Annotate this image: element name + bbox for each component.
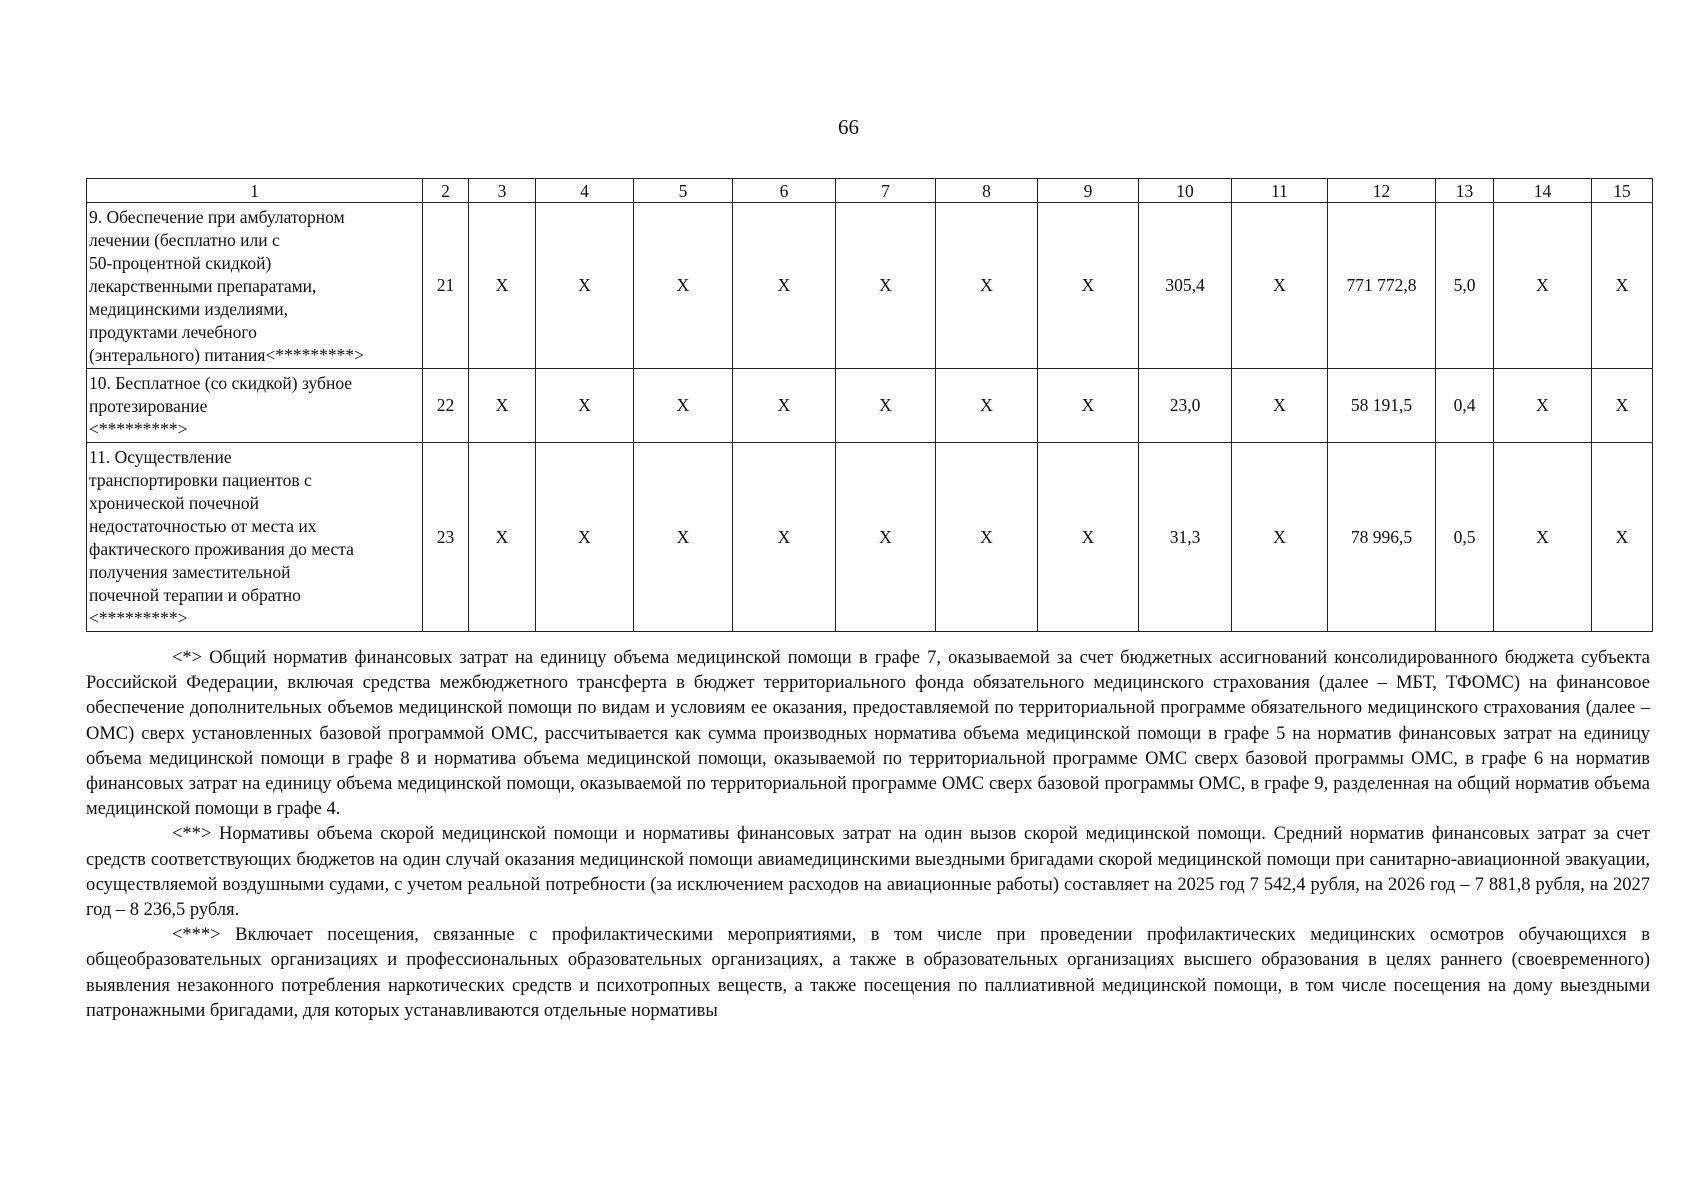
- table-cell: 305,4: [1139, 203, 1232, 369]
- row-name-line: <*********>: [89, 419, 188, 439]
- table-cell: 0,4: [1436, 369, 1494, 443]
- table-cell: X: [536, 369, 634, 443]
- table-cell: 78 996,5: [1328, 443, 1436, 632]
- table-cell: X: [1038, 203, 1139, 369]
- table-cell: X: [536, 203, 634, 369]
- column-number: 12: [1328, 179, 1436, 203]
- table-cell: 23: [423, 443, 469, 632]
- column-number: 10: [1139, 179, 1232, 203]
- table-cell: X: [469, 369, 536, 443]
- table-cell: X: [1038, 369, 1139, 443]
- row-name-line: (энтерального) питания<*********>: [89, 345, 364, 365]
- row-name-line: фактического проживания до места: [89, 539, 354, 559]
- column-number: 2: [423, 179, 469, 203]
- row-name-line: <*********>: [89, 608, 188, 628]
- table-cell: X: [936, 369, 1038, 443]
- table-cell: X: [936, 203, 1038, 369]
- table-cell: X: [1038, 443, 1139, 632]
- column-number: 11: [1232, 179, 1328, 203]
- table-cell: X: [836, 203, 936, 369]
- column-number: 8: [936, 179, 1038, 203]
- row-name-line: лечении (бесплатно или с: [89, 230, 280, 250]
- table-cell: X: [1592, 369, 1653, 443]
- row-name-line: получения заместительной: [89, 562, 291, 582]
- table-cell: X: [733, 369, 836, 443]
- row-name-line: лекарственными препаратами,: [89, 276, 317, 296]
- table-cell: 23,0: [1139, 369, 1232, 443]
- row-name-line: медицинскими изделиями,: [89, 299, 289, 319]
- column-number: 5: [634, 179, 733, 203]
- table-row: [87, 443, 1653, 632]
- row-name-line: протезирование: [89, 396, 208, 416]
- data-table: [86, 178, 1653, 632]
- table-cell: X: [536, 443, 634, 632]
- column-number: 4: [536, 179, 634, 203]
- table-cell: 21: [423, 203, 469, 369]
- column-number: 1: [87, 179, 423, 203]
- column-number-row: [87, 179, 1653, 203]
- column-number: 14: [1494, 179, 1592, 203]
- table-cell: X: [469, 443, 536, 632]
- row-name-line: 10. Бесплатное (со скидкой) зубное: [89, 373, 353, 393]
- row-name-line: недостаточностью от места их: [89, 516, 317, 536]
- row-name-line: 9. Обеспечение при амбулаторном: [89, 207, 345, 227]
- table-cell: 771 772,8: [1328, 203, 1436, 369]
- table-cell: X: [1592, 203, 1653, 369]
- table-cell: 31,3: [1139, 443, 1232, 632]
- footnote: <*> Общий норматив финансовых затрат на единицу объема медицинской помощи в графе 7, оказываемой за счет бюджетных ассигнований консолидированного бюджета субъекта Российской Федерации, включая средства межбюджетного трансферта в бюджет территориального фонда обязательного медицинского страхования (далее – МБТ, ТФОМС) на финансовое обеспечение дополнительных объемов медицинской помощи по видам и условиям ее оказания, предоставляемой по территориальной программе обязательного медицинского страхования (далее – ОМС) сверх установленных базовой программой ОМС, рассчитывается как сумма производных норматива объема медицинской помощи в графе 5 на норматив финансовых затрат на единицу объема медицинской помощи в графе 8 и норматива объема медицинской помощи, оказываемой по территориальной программе ОМС сверх базовой программы ОМС, в графе 6 на норматив финансовых затрат на единицу объема медицинской помощи, оказываемой по территориальной программе ОМС сверх базовой программы ОМС, в графе 9, разделенная на общий норматив объема медицинской помощи в графе 4.: [86, 648, 1650, 820]
- footnote: <***> Включает посещения, связанные с профилактическими мероприятиями, в том числе при проведении профилактических медицинских осмотров обучающихся в общеобразовательных организациях и профессиональных образовательных организациях, а также в образовательных организациях высшего образования в целях раннего (своевременного) выявления незаконного потребления наркотических средств и психотропных веществ, а также посещения по паллиативной медицинской помощи, в том числе посещения на дому выездными патронажными бригадами, для которых устанавливаются отдельные нормативы: [86, 925, 1650, 1021]
- row-name: [87, 443, 423, 632]
- column-number: 15: [1592, 179, 1653, 203]
- table-cell: X: [1494, 203, 1592, 369]
- table-row: [87, 369, 1653, 443]
- column-number: 13: [1436, 179, 1494, 203]
- column-number: 6: [733, 179, 836, 203]
- table-cell: X: [836, 443, 936, 632]
- table-cell: X: [1232, 443, 1328, 632]
- table-cell: X: [634, 203, 733, 369]
- row-name-line: 50-процентной скидкой): [89, 253, 272, 273]
- table-cell: 0,5: [1436, 443, 1494, 632]
- column-number: 3: [469, 179, 536, 203]
- table-row: [87, 203, 1653, 369]
- table-cell: 22: [423, 369, 469, 443]
- table-cell: X: [1494, 443, 1592, 632]
- table-cell: X: [1592, 443, 1653, 632]
- row-name-line: 11. Осуществление: [89, 447, 232, 467]
- table-cell: X: [469, 203, 536, 369]
- table-cell: X: [1494, 369, 1592, 443]
- table-cell: X: [733, 203, 836, 369]
- footnotes: [86, 646, 1650, 1024]
- table-cell: 58 191,5: [1328, 369, 1436, 443]
- row-name-line: транспортировки пациентов с: [89, 470, 312, 490]
- table-cell: X: [836, 369, 936, 443]
- table-cell: X: [936, 443, 1038, 632]
- footnote: <**> Нормативы объема скорой медицинской помощи и нормативы финансовых затрат на один вызов скорой медицинской помощи. Средний норматив финансовых затрат за счет средств соответствующих бюджетов на один случай оказания медицинской помощи авиамедицинскими выездными бригадами скорой медицинской помощи при санитарно-авиационной эвакуации, осуществляемой воздушными судами, с учетом реальной потребности (за исключением расходов на авиационные работы) составляет на 2025 год 7 542,4 рубля, на 2026 год – 7 881,8 рубля, на 2027 год – 8 236,5 рубля.: [86, 824, 1650, 921]
- row-name: [87, 203, 423, 369]
- table-cell: 5,0: [1436, 203, 1494, 369]
- row-name-line: хронической почечной: [89, 493, 259, 513]
- row-name-line: почечной терапии и обратно: [89, 585, 301, 605]
- table-cell: X: [634, 369, 733, 443]
- row-name: [87, 369, 423, 443]
- table-cell: X: [1232, 369, 1328, 443]
- column-number: 9: [1038, 179, 1139, 203]
- column-number: 7: [836, 179, 936, 203]
- table-cell: X: [1232, 203, 1328, 369]
- page-number: 66: [838, 115, 859, 139]
- table-cell: X: [634, 443, 733, 632]
- table-cell: X: [733, 443, 836, 632]
- row-name-line: продуктами лечебного: [89, 322, 257, 342]
